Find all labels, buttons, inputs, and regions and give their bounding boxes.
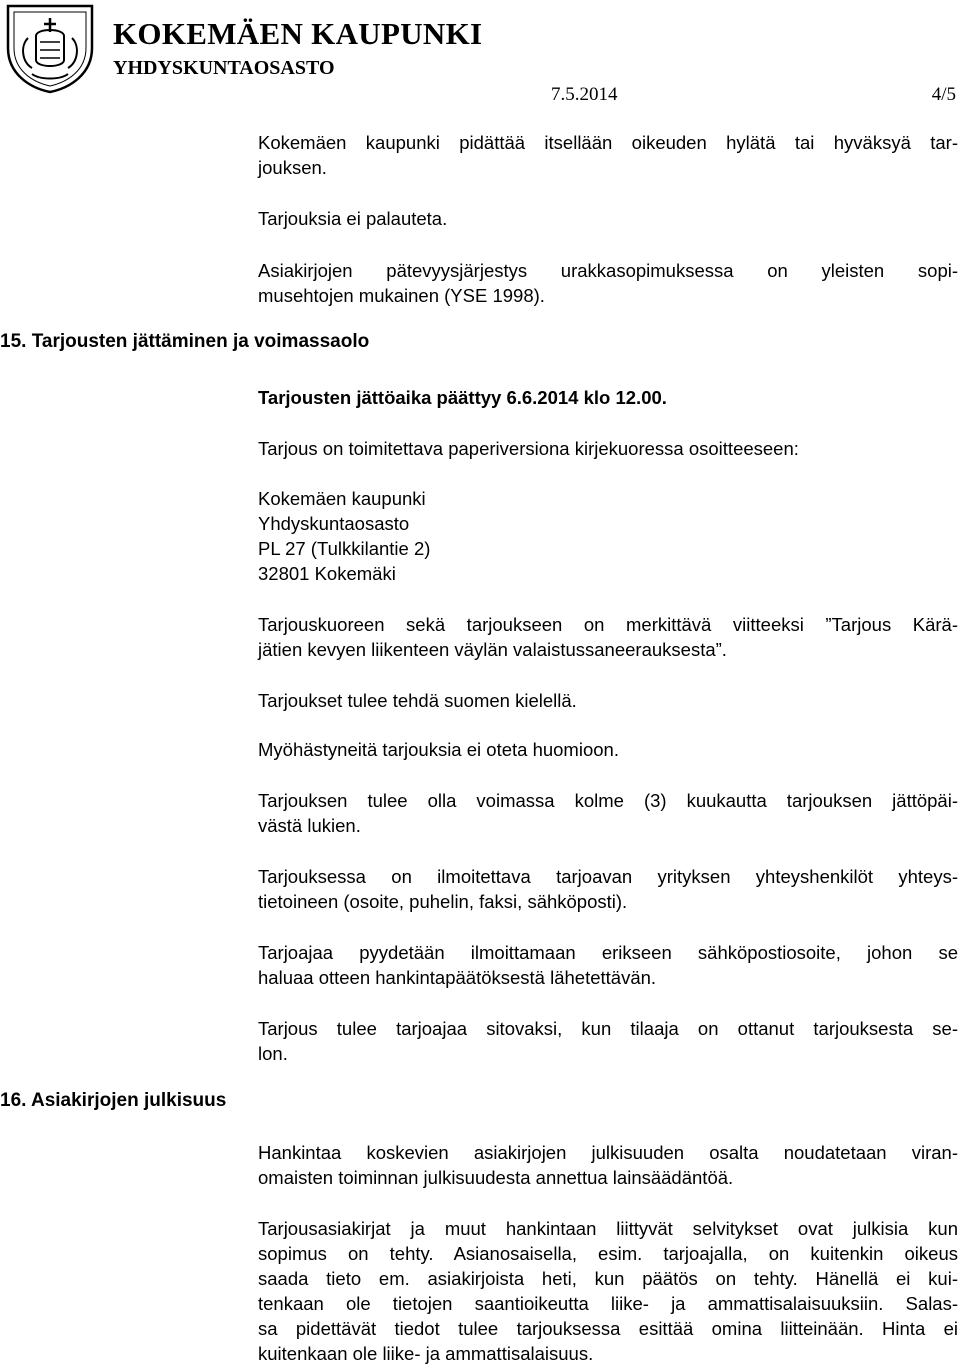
section-heading-16: 16. Asiakirjojen julkisuus [0, 1090, 227, 1111]
page-number: 4/5 [931, 84, 956, 105]
paragraph-email: Tarjoajaa pyydetään ilmoittamaan erikseen sähköpostiosoite, johon se haluaa otteen hankintapäätöksestä lähetettävän. [258, 942, 958, 988]
paragraph-no-return: Tarjouksia ei palauteta. [258, 208, 448, 229]
paragraph-binding: Tarjous tulee tarjoajaa sitovaksi, kun tilaaja on ottanut tarjouksesta se- lon. [258, 1018, 958, 1064]
paragraph-envelope-reference: Tarjouskuoreen sekä tarjoukseen on merkittävä viitteeksi ”Tarjous Kärä- jätien kevyen liikenteen väylän valaistussaneerauksesta”. [258, 614, 958, 660]
paragraph-contacts: Tarjouksessa on ilmoitettava tarjoavan yrityksen yhteyshenkilöt yhteys- tietoineen (osoite, puhelin, faksi, sähköposti). [258, 866, 958, 912]
submission-deadline: Tarjousten jättöaika päättyy 6.6.2014 klo 12.00. [258, 387, 667, 408]
section-heading-15: 15. Tarjousten jättäminen ja voimassaolo [0, 331, 370, 352]
paragraph-language: Tarjoukset tulee tehdä suomen kielellä. [258, 690, 577, 711]
delivery-address: Kokemäen kaupunki Yhdyskuntaosasto PL 27 (Tulkkilantie 2) 32801 Kokemäki [258, 488, 431, 584]
coat-of-arms-icon [2, 2, 98, 94]
organization-name: KOKEMÄEN KAUPUNKI [113, 16, 483, 51]
paragraph-delivery: Tarjous on toimitettava paperiversiona kirjekuoressa osoitteeseen: [258, 438, 799, 459]
paragraph-late-offers: Myöhästyneitä tarjouksia ei oteta huomioon. [258, 739, 619, 760]
paragraph-publicity-law: Hankintaa koskevien asiakirjojen julkisuuden osalta noudatetaan viran- omaisten toiminnan julkisuudesta annettua lainsäädäntöä. [258, 1142, 958, 1188]
paragraph-public-documents: Tarjousasiakirjat ja muut hankintaan liittyvät selvitykset ovat julkisia kun sopimus on tehty. Asianosaisella, esim. tarjoajalla, on kuitenkin oikeus saada tieto em. asiakirjoista heti, kun päätös on tehty. Hänellä ei kui- tenkaan ole tietojen saantioikeutta liike- ja ammattisalaisuuksiin. Salas- sa pidettävät tiedot tulee tarjouksessa esittää omina liitteinään. Hinta ei kuitenkaan ole liike- ja ammattisalaisuus. [258, 1218, 958, 1364]
department-name: YHDYSKUNTAOSASTO [113, 57, 335, 79]
paragraph-rights: Kokemäen kaupunki pidättää itsellään oikeuden hylätä tai hyväksyä tar- jouksen. [258, 132, 958, 178]
document-date: 7.5.2014 [551, 84, 618, 105]
paragraph-document-order: Asiakirjojen pätevyysjärjestys urakkasopimuksessa on yleisten sopi- musehtojen mukainen (YSE 1998). [258, 260, 958, 306]
paragraph-validity: Tarjouksen tulee olla voimassa kolme (3) kuukautta tarjouksen jättöpäi- västä lukien. [258, 790, 958, 836]
